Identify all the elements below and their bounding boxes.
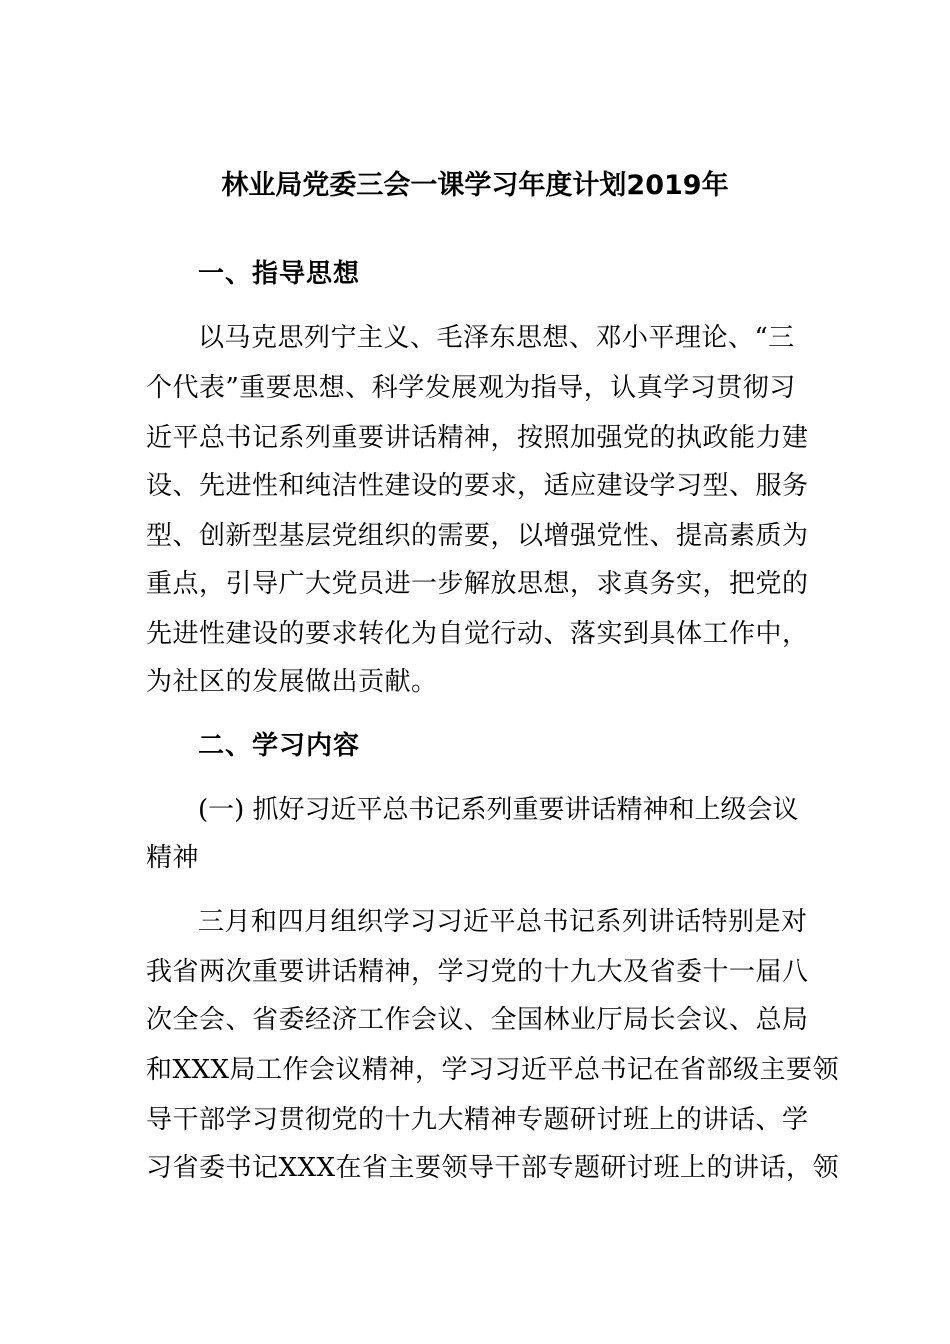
paragraph-line: 三月和四月组织学习习近平总书记系列讲话特别是对 [198, 907, 808, 937]
paragraph-line: 先进性建设的要求转化为自觉行动、落实到具体工作中， [146, 619, 809, 649]
paragraph-line: 为社区的发展做出贡献。 [146, 667, 438, 697]
document-title: 林业局党委三会一课学习年度计划2019年 [221, 170, 729, 201]
paragraph-line: 我省两次重要讲话精神，学习党的十九大及省委十一届八 [146, 957, 809, 987]
paragraph-line: 次全会、省委经济工作会议、全国林业厅局长会议、总局 [146, 1005, 809, 1035]
section-heading-guiding-ideology: 一、指导思想 [198, 259, 361, 289]
paragraph-line: 个代表”重要思想、科学发展观为指导，认真学习贯彻习 [146, 373, 796, 403]
subsection-heading-continued: 精神 [146, 843, 200, 873]
paragraph-line: 以马克思列宁主义、毛泽东思想、邓小平理论、“三 [198, 323, 795, 353]
paragraph-line: 型、创新型基层党组织的需要，以增强党性、提高素质为 [146, 521, 809, 551]
paragraph-line: 习省委书记XXX在省主要领导干部专题研讨班上的讲话，领 [146, 1153, 840, 1183]
subsection-heading: (一) 抓好习近平总书记系列重要讲话精神和上级会议 [198, 795, 799, 825]
paragraph-line: 重点，引导广大党员进一步解放思想，求真务实，把党的 [146, 569, 809, 599]
section-heading-study-content: 二、学习内容 [198, 731, 361, 761]
paragraph-line: 近平总书记系列重要讲话精神，按照加强党的执政能力建 [146, 423, 809, 453]
paragraph-line: 和XXX局工作会议精神，学习习近平总书记在省部级主要领 [146, 1055, 840, 1085]
paragraph-line: 设、先进性和纯洁性建设的要求，适应建设学习型、服务 [146, 471, 809, 501]
paragraph-line: 导干部学习贯彻党的十九大精神专题研讨班上的讲话、学 [146, 1105, 809, 1135]
